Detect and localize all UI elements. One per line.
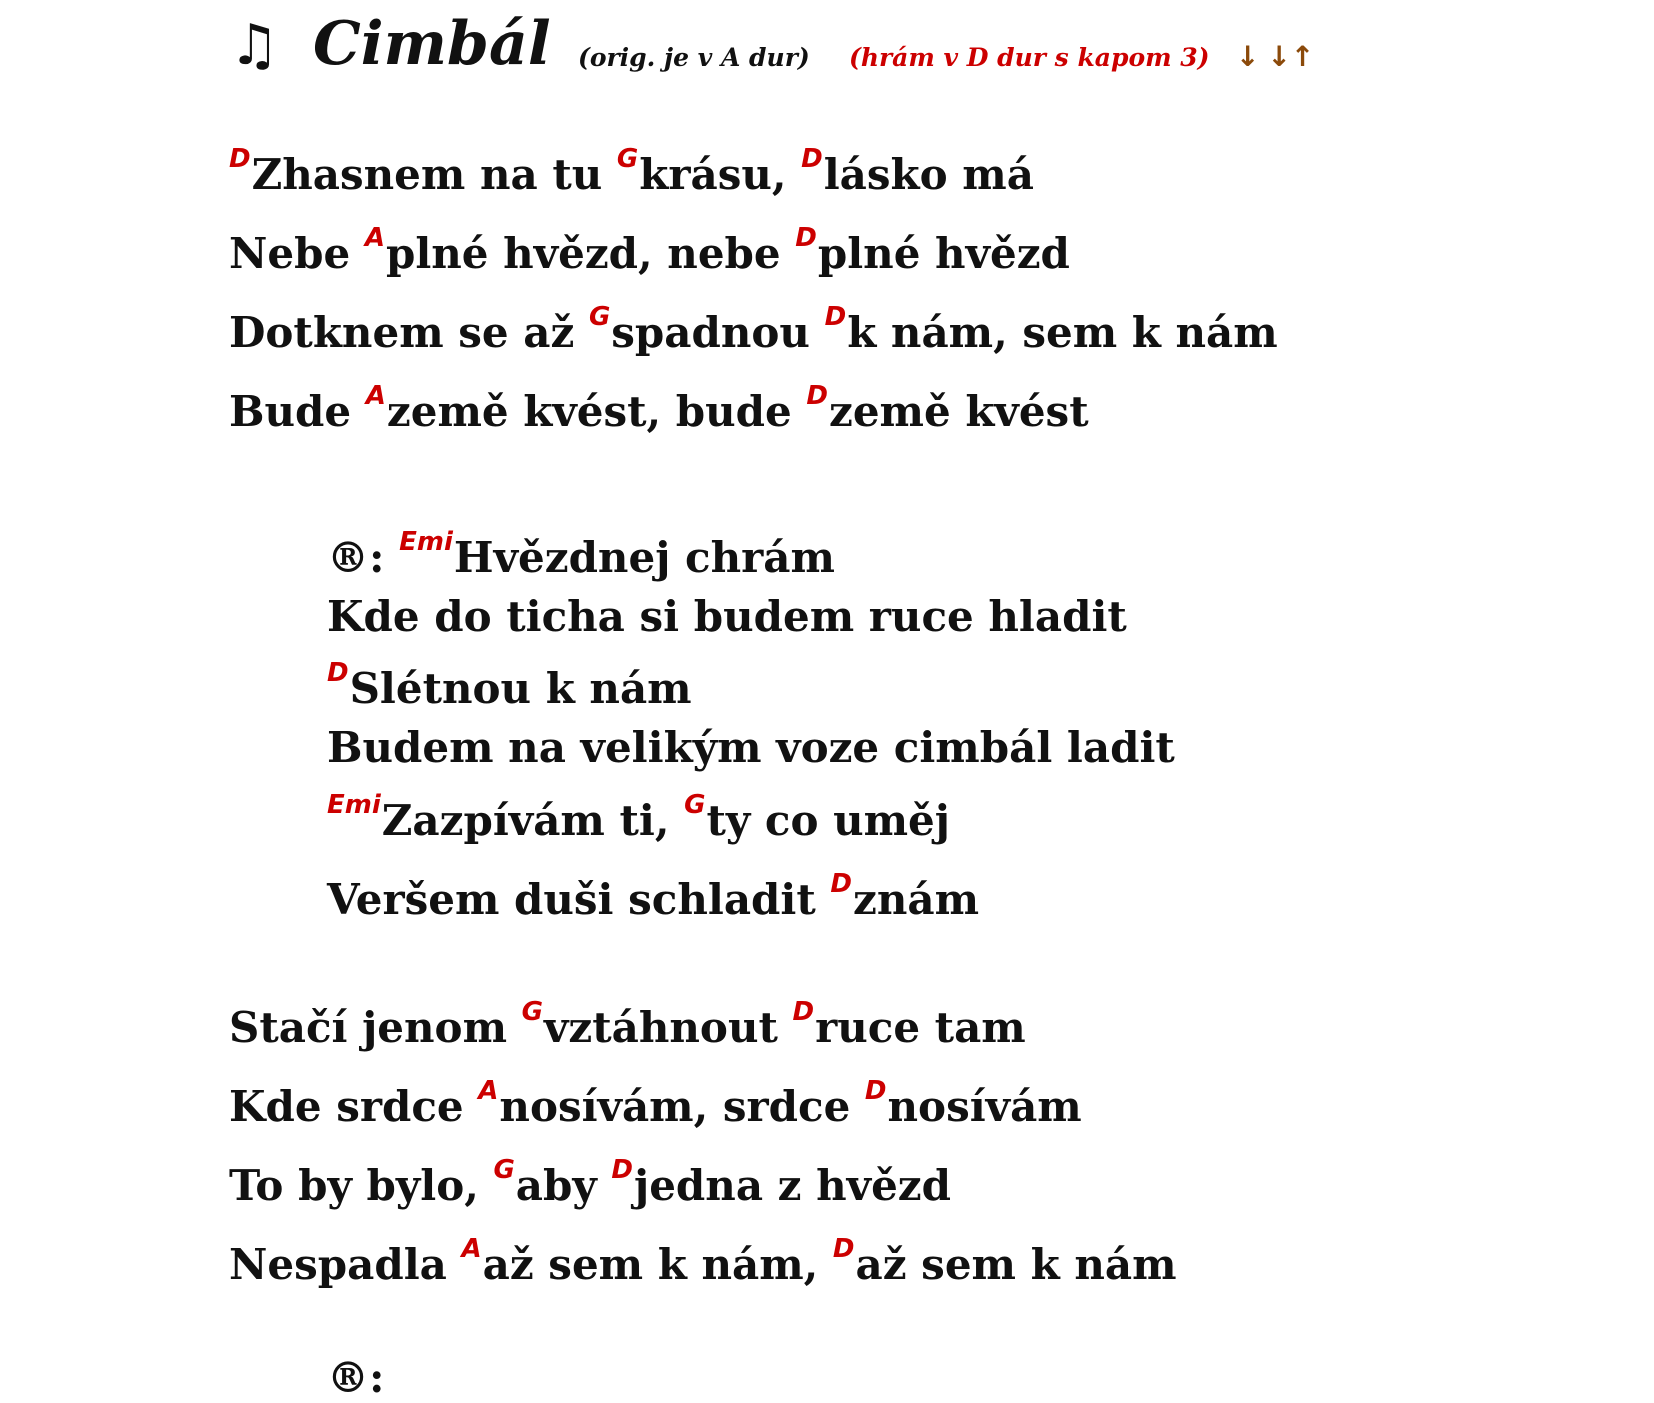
lyric-text: Veršem duši schladit [327,875,831,924]
lyric-text: jedna z hvězd [634,1161,952,1210]
chorus-repeat-marker [327,1353,385,1402]
chorus-line [327,658,692,713]
lyric-text: vztáhnout [543,1003,793,1052]
lyric-line [229,997,1026,1052]
capo-note: (hrám v D dur s kapom 3) [849,43,1210,72]
lyric-line [229,381,1089,436]
chord: D [830,869,852,899]
chord: A [478,1076,499,1106]
chord: D [832,1234,855,1264]
chord: G [616,144,639,174]
lyric-text: Nebe [229,229,365,278]
transpose-controls [1236,40,1315,73]
chord: A [461,1234,482,1264]
chord: D [864,1076,887,1106]
lyric-line [229,1076,1082,1131]
chord: D [229,144,251,174]
chord: G [684,790,706,820]
lyric-text: Kde do ticha si budem ruce hladit [327,592,1127,641]
lyric-line [229,1234,1177,1289]
lyric-text: spadnou [611,308,825,357]
chord: Emi [399,527,453,557]
chorus-line [327,527,835,582]
lyric-text: Budem na velikým voze cimbál ladit [327,723,1175,772]
lyric-text: To by bylo, [229,1161,494,1210]
chorus-line [327,869,980,924]
lyric-text: nosívám [887,1082,1082,1131]
lyric-text: země kvést [828,387,1089,436]
chorus-marker: ®: [327,533,385,582]
lyric-text: ruce tam [815,1003,1026,1052]
chord: A [364,223,385,253]
arrow-up-down-icon[interactable]: ↓↑ [1267,40,1315,73]
lyric-text: plné hvězd, nebe [385,229,796,278]
lyric-text: Dotknem se až [229,308,589,357]
lyric-text: Stačí jenom [229,1003,522,1052]
lyric-text: země kvést, bude [386,387,807,436]
chord: D [611,1155,633,1185]
lyric-text: Slétnou k nám [349,664,692,713]
chord: G [588,302,611,332]
chord: D [327,658,349,688]
lyric-line [229,302,1278,357]
lyric-text: Zhasnem na tu [251,150,617,199]
lyric-text: k nám, sem k nám [847,308,1278,357]
lyric-text: až sem k nám, [482,1240,833,1289]
chord: Emi [327,790,381,820]
lyric-text: Bude [229,387,366,436]
lyric-text: až sem k nám [855,1240,1177,1289]
chord: D [792,997,815,1027]
chord: D [806,381,828,411]
lyric-text: Zazpívám ti, [381,796,685,845]
chord: G [521,997,543,1027]
lyric-text: plné hvězd [817,229,1070,278]
lyric-line [229,223,1070,278]
chord: D [795,223,817,253]
lyric-text: lásko má [823,150,1034,199]
chorus-line [327,723,1175,772]
lyric-text: nosívám, srdce [499,1082,865,1131]
lyric-line [229,144,1034,199]
song-title: Cimbál [313,9,551,79]
lyric-text: krásu, [639,150,802,199]
chord: A [365,381,386,411]
chorus-line [327,592,1127,641]
original-key-note: (orig. je v A dur) [578,43,810,72]
chord: D [824,302,847,332]
arrow-down-icon[interactable]: ↓ [1236,40,1260,73]
lyric-text: znám [853,875,980,924]
lyric-text: aby [515,1161,612,1210]
chorus-line [327,790,950,845]
chord: G [493,1155,515,1185]
chorus-marker: ®: [327,1353,385,1402]
music-note-icon: ♫ [229,13,280,78]
lyric-text: ty co uměj [706,796,950,845]
lyric-text: Hvězdnej chrám [453,533,835,582]
lyric-text: Nespadla [229,1240,462,1289]
lyric-line [229,1155,952,1210]
chord: D [801,144,823,174]
lyric-text: Kde srdce [229,1082,479,1131]
